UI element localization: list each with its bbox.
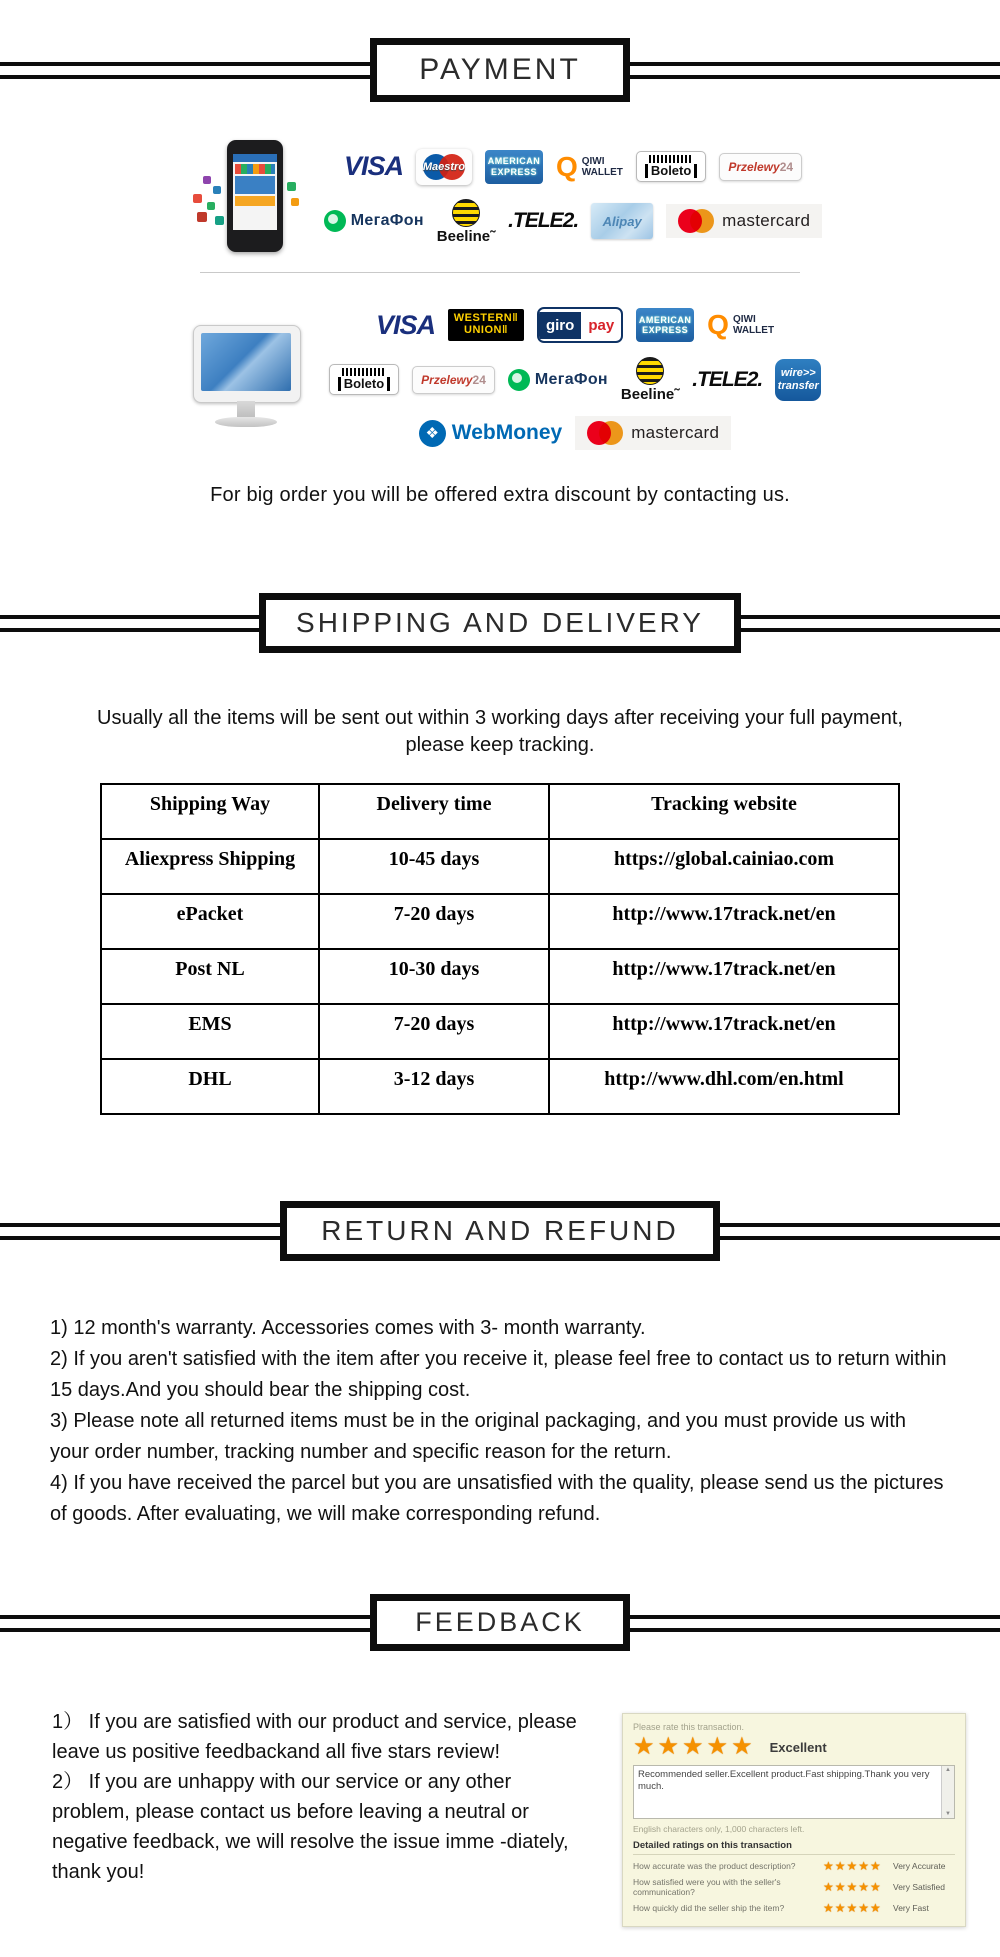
desktop-payment-group bbox=[0, 307, 1000, 450]
payment-section-title: PAYMENT bbox=[370, 38, 630, 102]
shipping-table-cell: ePacket bbox=[101, 894, 319, 949]
western-union-logo: WESTERN‖ UNION‖ bbox=[448, 309, 524, 341]
app-tile-icon bbox=[197, 212, 207, 222]
shipping-table-row bbox=[101, 839, 899, 894]
text-line: 4) If you have received the parcel but you are unsatisfied with the quality, please send us the pictures of goods. After evaluating, we will make corresponding refund. bbox=[50, 1472, 944, 1525]
detailed-ratings-title: Detailed ratings on this transaction bbox=[633, 1840, 955, 1855]
text-line: 3) Please note all returned items must be in the original packaging, and you must provide us with your order number, tracking number and specific reason for the return. bbox=[50, 1410, 907, 1463]
shipping-table-cell: https://global.cainiao.com bbox=[549, 839, 899, 894]
beeline-logo: Beeline˜ bbox=[621, 357, 679, 402]
shipping-section-title: SHIPPING AND DELIVERY bbox=[259, 593, 741, 653]
monitor-screen bbox=[201, 333, 291, 391]
payment-section-header bbox=[0, 38, 1000, 102]
detail-star-rating[interactable]: ★★★★★ bbox=[823, 1880, 882, 1894]
detail-star-rating[interactable]: ★★★★★ bbox=[823, 1901, 882, 1915]
shipping-table-cell: http://www.dhl.com/en.html bbox=[549, 1059, 899, 1114]
scroll-up-icon[interactable]: ▲ bbox=[945, 1767, 951, 1773]
shipping-table bbox=[100, 783, 900, 1115]
american-express-logo: AMERICAN EXPRESS bbox=[636, 308, 694, 342]
monitor-stand bbox=[237, 401, 255, 417]
shipping-table-cell: EMS bbox=[101, 1004, 319, 1059]
discount-note: For big order you will be offered extra discount by contacting us. bbox=[210, 484, 790, 506]
text-line: 1) 12 month's warranty. Accessories comes with 3- month warranty. bbox=[50, 1317, 646, 1339]
feedback-comment-textarea[interactable] bbox=[633, 1765, 955, 1819]
shipping-table-cell: http://www.17track.net/en bbox=[549, 1004, 899, 1059]
mastercard-logo: mastercard bbox=[666, 204, 822, 238]
beeline-logo: Beeline˜ bbox=[437, 199, 495, 244]
payment-logo-row bbox=[335, 307, 815, 343]
webmoney-logo: ❖ WebMoney bbox=[419, 420, 562, 447]
app-tile-icon bbox=[215, 216, 224, 225]
tele2-logo: .TELE2. bbox=[508, 209, 579, 232]
shipping-table-cell: Aliexpress Shipping bbox=[101, 839, 319, 894]
app-tile-icon bbox=[291, 198, 299, 206]
giropay-logo: giro pay bbox=[537, 307, 623, 343]
payment-logo-row bbox=[335, 357, 819, 403]
qiwi-wallet-logo: Q QIWI WALLET bbox=[707, 309, 775, 340]
text-line: 2） If you are unhappy with our service or any other problem, please contact us before leaving a neutral or negative feedback, we will resolve the issue imme -diately, thank you! bbox=[52, 1771, 569, 1883]
scroll-down-icon[interactable]: ▼ bbox=[945, 1811, 951, 1817]
app-tile-icon bbox=[203, 176, 211, 184]
tele2-logo: .TELE2. bbox=[692, 367, 763, 391]
feedback-area bbox=[52, 1707, 1000, 1957]
megafon-logo: МегаФон bbox=[508, 369, 608, 391]
feedback-section-header bbox=[0, 1594, 1000, 1651]
shipping-table-cell: 10-45 days bbox=[319, 839, 549, 894]
rating-value-label: Very Accurate bbox=[893, 1861, 946, 1871]
mastercard-logo: mastercard bbox=[575, 416, 731, 450]
shipping-table-cell: 7-20 days bbox=[319, 894, 549, 949]
shipping-table-row bbox=[101, 1004, 899, 1059]
return-section-header bbox=[0, 1201, 1000, 1261]
shipping-intro-text: Usually all the items will be sent out within 3 working days after receiving your full payment, please keep tracking. bbox=[97, 707, 903, 756]
maestro-logo: Maestro bbox=[416, 149, 472, 185]
rating-value-label: Very Fast bbox=[893, 1903, 929, 1913]
feedback-comment-text: Recommended seller.Excellent product.Fast shipping.Thank you very much. bbox=[638, 1769, 930, 1793]
shipping-table-body bbox=[101, 839, 899, 1114]
alipay-logo: Alipay bbox=[591, 203, 653, 239]
overall-star-rating[interactable]: ★★★★★ bbox=[633, 1733, 756, 1760]
rating-question: How quickly did the seller ship the item? bbox=[633, 1903, 785, 1913]
feedback-section-title: FEEDBACK bbox=[370, 1594, 630, 1651]
przelewy24-logo: Przelewy 24 bbox=[719, 153, 802, 181]
visa-logo: VISA bbox=[375, 309, 435, 340]
qiwi-wallet-logo: Q QIWI WALLET bbox=[555, 150, 623, 182]
detail-rating-row bbox=[633, 1860, 955, 1872]
payment-divider-line bbox=[200, 272, 800, 273]
rating-value-label: Very Satisfied bbox=[893, 1882, 945, 1892]
rating-question: How satisfied were you with the seller's communication? bbox=[633, 1877, 781, 1897]
mobile-payment-group bbox=[0, 136, 1000, 256]
payment-logo-row bbox=[335, 416, 815, 450]
desktop-computer-image bbox=[185, 325, 309, 433]
return-section-title: RETURN AND REFUND bbox=[280, 1201, 719, 1261]
shipping-table-cell: http://www.17track.net/en bbox=[549, 894, 899, 949]
shipping-section-header bbox=[0, 593, 1000, 653]
characters-left-note: English characters only, 1,000 characters left. bbox=[633, 1824, 805, 1834]
app-tile-icon bbox=[213, 186, 221, 194]
shipping-table-row bbox=[101, 1059, 899, 1114]
boleto-logo: Boleto bbox=[636, 151, 706, 182]
textarea-scrollbar[interactable] bbox=[941, 1766, 954, 1818]
shipping-table-cell: 3-12 days bbox=[319, 1059, 549, 1114]
feedback-rating-widget bbox=[622, 1713, 966, 1927]
rate-transaction-label: Please rate this transaction. bbox=[633, 1722, 745, 1732]
shipping-table-header-cell: Delivery time bbox=[319, 784, 549, 839]
detail-rating-row bbox=[633, 1902, 955, 1914]
mobile-phone-image bbox=[187, 136, 307, 256]
shipping-table-cell: 10-30 days bbox=[319, 949, 549, 1004]
przelewy24-logo: Przelewy 24 bbox=[412, 366, 495, 394]
detailed-ratings-rows bbox=[633, 1860, 955, 1914]
shipping-table-row bbox=[101, 949, 899, 1004]
shipping-table-cell: 7-20 days bbox=[319, 1004, 549, 1059]
return-policy-text bbox=[50, 1313, 950, 1530]
detail-star-rating[interactable]: ★★★★★ bbox=[823, 1859, 882, 1873]
app-tile-icon bbox=[287, 182, 296, 191]
american-express-logo: AMERICAN EXPRESS bbox=[485, 150, 543, 184]
desktop-payment-logos bbox=[335, 307, 819, 450]
overall-rating-row bbox=[633, 1735, 955, 1759]
payment-logo-row bbox=[333, 149, 813, 185]
detail-rating-row bbox=[633, 1877, 955, 1897]
payment-logo-row bbox=[333, 199, 813, 244]
monitor-base bbox=[215, 417, 277, 427]
text-line: 2) If you aren't satisfied with the item after you receive it, please feel free to contact us to return within 15 days.And you should bear the shipping cost. bbox=[50, 1348, 947, 1401]
feedback-instructions-text bbox=[52, 1707, 592, 1887]
rating-label: Excellent bbox=[769, 1739, 827, 1755]
visa-logo: VISA bbox=[343, 151, 403, 181]
mobile-payment-logos bbox=[333, 149, 813, 244]
shipping-table-header-row bbox=[101, 784, 899, 839]
rating-question: How accurate was the product description? bbox=[633, 1861, 796, 1871]
shipping-table-row bbox=[101, 894, 899, 949]
boleto-logo: Boleto bbox=[329, 364, 399, 395]
app-tile-icon bbox=[193, 194, 202, 203]
shipping-table-header-cell: Shipping Way bbox=[101, 784, 319, 839]
shipping-table-cell: http://www.17track.net/en bbox=[549, 949, 899, 1004]
wire-transfer-logo: wire>> transfer bbox=[775, 359, 821, 401]
phone-screen bbox=[233, 154, 277, 230]
app-tile-icon bbox=[207, 202, 215, 210]
seller-info-page bbox=[0, 38, 1000, 1957]
text-line: 1） If you are satisfied with our product and service, please leave us positive feedbackand all five stars review! bbox=[52, 1711, 577, 1763]
megafon-logo: МегаФон bbox=[324, 210, 424, 232]
shipping-table-header-cell: Tracking website bbox=[549, 784, 899, 839]
shipping-table-cell: Post NL bbox=[101, 949, 319, 1004]
shipping-table-cell: DHL bbox=[101, 1059, 319, 1114]
